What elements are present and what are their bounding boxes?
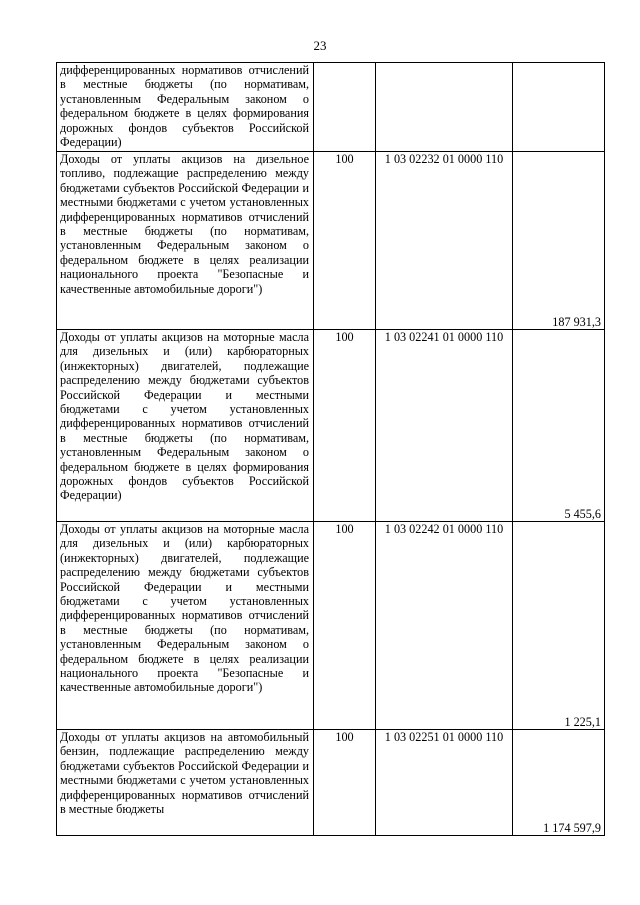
budget-classification-code-cell: 1 03 02251 01 0000 110 [376, 730, 513, 836]
table-row [57, 522, 605, 730]
page-number: 23 [313, 38, 327, 53]
table-row [57, 63, 605, 152]
administrator-code-cell: 100 [314, 730, 376, 836]
administrator-code-cell: 100 [314, 522, 376, 730]
table-row [57, 730, 605, 836]
amount-cell: 1 225,1 [513, 522, 605, 730]
revenue-name-cell: Доходы от уплаты акцизов на моторные масла для дизельных и (или) карбюраторных (инжекторных) двигателей, подлежащие распределению между бюджетами субъектов Российской Федерации и местными бюджетами с учетом установленных дифференцированных нормативов отчислений в местные бюджеты (по нормативам, установленным Федеральным законом о федеральном бюджете в целях формирования дорожных фондов субъектов Российской Федерации) [57, 330, 314, 522]
budget-classification-code-cell: 1 03 02242 01 0000 110 [376, 522, 513, 730]
administrator-code-cell: 100 [314, 152, 376, 330]
amount-cell: 187 931,3 [513, 152, 605, 330]
revenue-name-cell: Доходы от уплаты акцизов на автомобильный бензин, подлежащие распределению между бюджетами субъектов Российской Федерации и местными бюджетами с учетом установленных дифференцированных нормативов отчислений в местные бюджеты [57, 730, 314, 836]
revenue-name-cell: Доходы от уплаты акцизов на дизельное топливо, подлежащие распределению между бюджетами субъектов Российской Федерации и местными бюджетами с учетом установленных дифференцированных нормативов отчислений в местные бюджеты (по нормативам, установленным Федеральным законом о федеральном бюджете в целях реализации национального проекта "Безопасные и качественные автомобильные дороги") [57, 152, 314, 330]
budget-classification-code-cell: 1 03 02241 01 0000 110 [376, 330, 513, 522]
administrator-code-cell [314, 63, 376, 152]
amount-cell [513, 63, 605, 152]
revenue-name-cell: Доходы от уплаты акцизов на моторные масла для дизельных и (или) карбюраторных (инжекторных) двигателей, подлежащие распределению между бюджетами субъектов Российской Федерации и местными бюджетами с учетом установленных дифференцированных нормативов отчислений в местные бюджеты (по нормативам, установленным Федеральным законом о федеральном бюджете в целях реализации национального проекта "Безопасные и качественные автомобильные дороги") [57, 522, 314, 730]
amount-cell: 1 174 597,9 [513, 730, 605, 836]
administrator-code-cell: 100 [314, 330, 376, 522]
budget-classification-code-cell: 1 03 02232 01 0000 110 [376, 152, 513, 330]
amount-cell: 5 455,6 [513, 330, 605, 522]
table-row [57, 152, 605, 330]
budget-classification-code-cell [376, 63, 513, 152]
revenue-table [56, 62, 605, 836]
table-row [57, 330, 605, 522]
revenue-name-cell: дифференцированных нормативов отчислений в местные бюджеты (по нормативам, установленным Федеральным законом о федеральном бюджете в целях формирования дорожных фондов субъектов Российской Федерации) [57, 63, 314, 152]
